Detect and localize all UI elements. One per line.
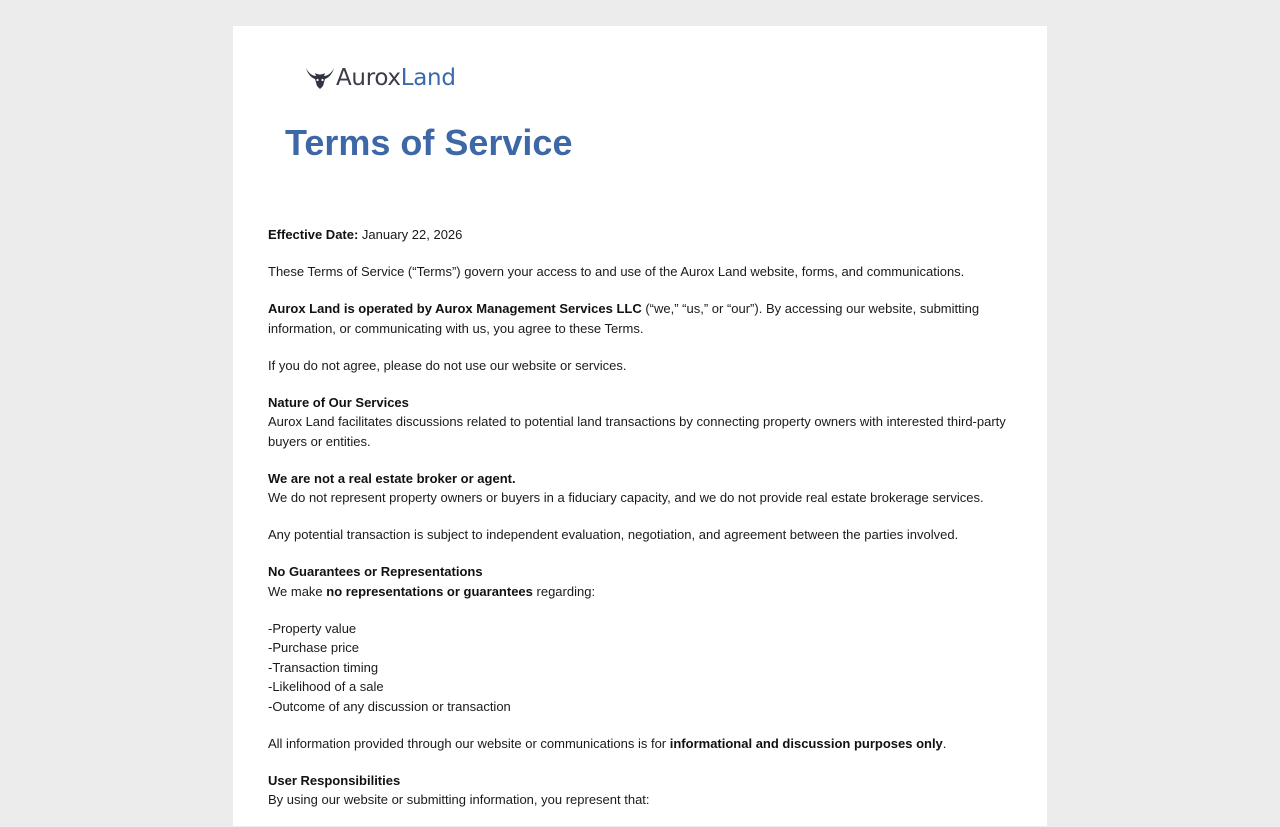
responsibilities-section	[268, 771, 1028, 810]
not-broker-heading: We are not a real estate broker or agent.	[268, 470, 516, 486]
guarantees-list	[268, 619, 1028, 717]
list-item: -Likelihood of a sale	[268, 679, 384, 694]
guarantees-heading: No Guarantees or Representations	[268, 564, 483, 579]
info-paragraph: All information provided through our website or communications is for informational and discussion purposes only.	[268, 735, 947, 751]
not-broker-body: We do not represent property owners or buyers in a fiduciary capacity, and we do not provide real estate brokerage services.	[268, 490, 984, 505]
logo-wordmark: AuroxLand	[336, 65, 456, 91]
list-item: -Property value	[268, 620, 357, 636]
bull-head-icon	[305, 66, 335, 90]
nature-section	[268, 393, 1028, 452]
nature-heading: Nature of Our Services	[268, 394, 409, 410]
disagree-paragraph: If you do not agree, please do not use our website or services.	[268, 357, 627, 373]
page-title: Terms of Service	[285, 122, 573, 163]
guarantees-section: No Guarantees or Representations We make no representations or guarantees regarding:	[268, 562, 1028, 601]
list-item: -Outcome of any discussion or transaction	[268, 698, 511, 714]
document-page	[233, 26, 1047, 826]
operator-paragraph: Aurox Land is operated by Aurox Management Services LLC (“we,” “us,” or “our”). By accessing our website, submitting information, or communicating with us, you agree to these Terms.	[268, 301, 980, 336]
effective-date: Effective Date: January 22, 2026	[268, 227, 463, 242]
list-item: -Purchase price	[268, 640, 360, 655]
nature-body: Aurox Land facilitates discussions related to potential land transactions by connecting property owners with interested third-party buyers or entities.	[268, 414, 1006, 449]
brand-logo[interactable]	[305, 64, 456, 92]
list-item: -Transaction timing	[268, 659, 379, 675]
not-broker-section	[268, 469, 1028, 508]
terms-content	[268, 225, 1028, 827]
intro-paragraph: These Terms of Service (“Terms”) govern your access to and use of the Aurox Land website, forms, and communications.	[268, 264, 965, 279]
responsibilities-heading: User Responsibilities	[268, 772, 401, 788]
subject-paragraph: Any potential transaction is subject to independent evaluation, negotiation, and agreement between the parties involved.	[268, 527, 959, 542]
responsibilities-body: By using our website or submitting information, you represent that:	[268, 792, 650, 807]
